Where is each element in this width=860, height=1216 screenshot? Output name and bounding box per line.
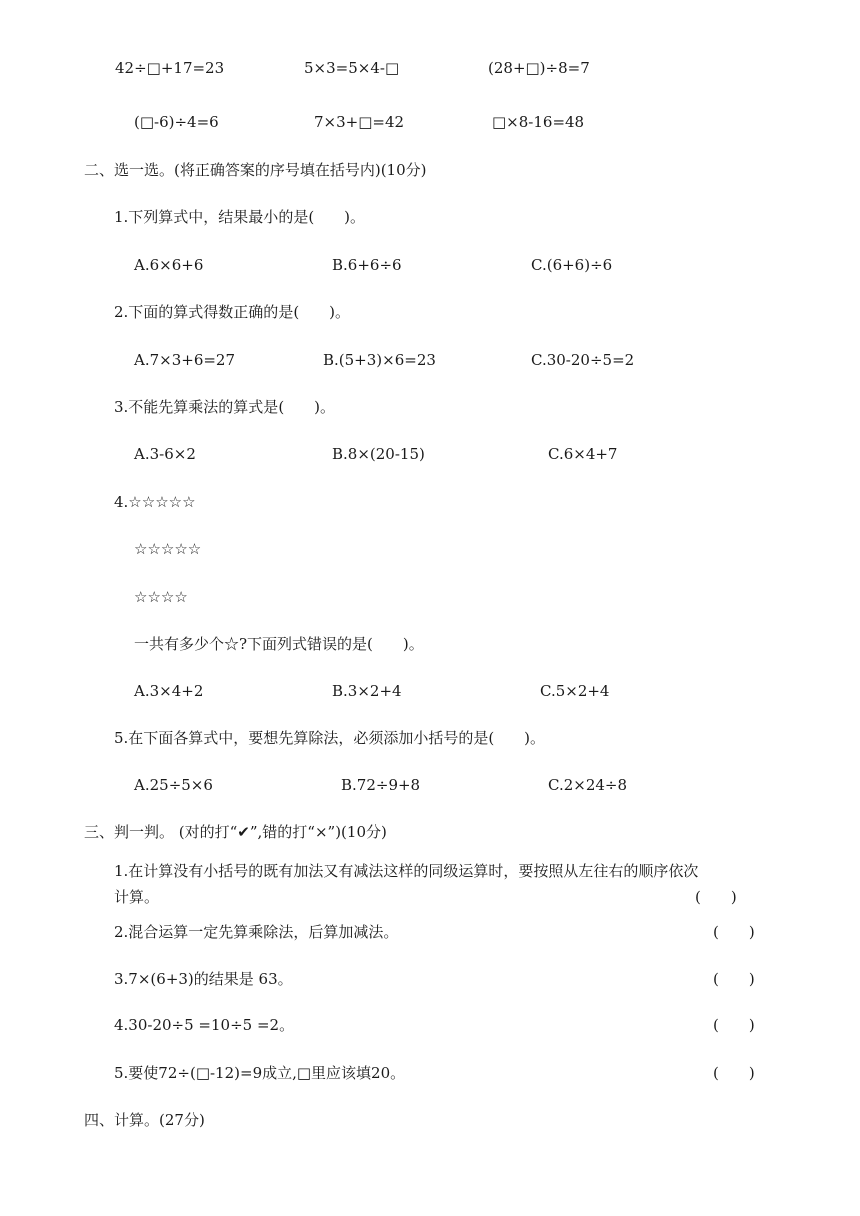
option-c: C.6×4+7 <box>548 445 618 463</box>
option-c: C.2×24÷8 <box>548 776 628 794</box>
section-title: 三、判一判。 (对的打“✔”,错的打“×”)(10分) <box>84 823 387 841</box>
option-b: B.6+6÷6 <box>332 256 402 274</box>
option-b: B.8×(20-15) <box>332 445 425 463</box>
equation: 7×3+□=42 <box>314 113 405 131</box>
judge-text: 1.在计算没有小括号的既有加法又有减法这样的同级运算时，要按照从左往右的顺序依次 <box>114 862 699 880</box>
equation: (□-6)÷4=6 <box>134 113 219 131</box>
judge-text: 2.混合运算一定先算乘除法，后算加减法。 <box>114 923 399 941</box>
option-c: C.5×2+4 <box>540 682 610 700</box>
question-stem: 5.在下面各算式中，要想先算除法，必须添加小括号的是( )。 <box>114 729 546 747</box>
question-text: 一共有多少个☆?下面列式错误的是( )。 <box>134 635 424 653</box>
star-row: ☆☆☆☆ <box>134 588 188 606</box>
option-b: B.72÷9+8 <box>341 776 421 794</box>
question-stem: 3.不能先算乘法的算式是( )。 <box>114 398 336 416</box>
option-c: C.(6+6)÷6 <box>531 256 613 274</box>
option-b: B.(5+3)×6=23 <box>323 351 436 369</box>
answer-parenthesis[interactable]: ( ) <box>713 1064 755 1082</box>
section-title: 四、计算。(27分) <box>84 1111 205 1129</box>
answer-parenthesis[interactable]: ( ) <box>695 888 737 906</box>
question-stem: 1.下列算式中，结果最小的是( )。 <box>114 208 366 226</box>
section-title: 二、选一选。(将正确答案的序号填在括号内)(10分) <box>84 161 427 179</box>
option-a: A.6×6+6 <box>134 256 204 274</box>
option-a: A.3×4+2 <box>134 682 204 700</box>
option-a: A.7×3+6=27 <box>134 351 236 369</box>
equation: □×8-16=48 <box>492 113 585 131</box>
answer-parenthesis[interactable]: ( ) <box>713 1016 755 1034</box>
judge-text: 3.7×(6+3)的结果是 63。 <box>114 970 293 988</box>
judge-text: 4.30-20÷5 =10÷5 =2。 <box>114 1016 295 1034</box>
answer-parenthesis[interactable]: ( ) <box>713 923 755 941</box>
judge-text: 5.要使72÷(□-12)=9成立,□里应该填20。 <box>114 1064 406 1082</box>
question-stem: 4.☆☆☆☆☆ <box>114 493 196 511</box>
option-b: B.3×2+4 <box>332 682 402 700</box>
star-row: ☆☆☆☆☆ <box>134 540 202 558</box>
answer-parenthesis[interactable]: ( ) <box>713 970 755 988</box>
option-c: C.30-20÷5=2 <box>531 351 635 369</box>
equation: 5×3=5×4-□ <box>304 59 400 77</box>
option-a: A.3-6×2 <box>134 445 196 463</box>
equation: 42÷□+17=23 <box>115 59 225 77</box>
option-a: A.25÷5×6 <box>134 776 213 794</box>
judge-text: 计算。 <box>114 888 160 906</box>
equation: (28+□)÷8=7 <box>488 59 590 77</box>
question-stem: 2.下面的算式得数正确的是( )。 <box>114 303 351 321</box>
